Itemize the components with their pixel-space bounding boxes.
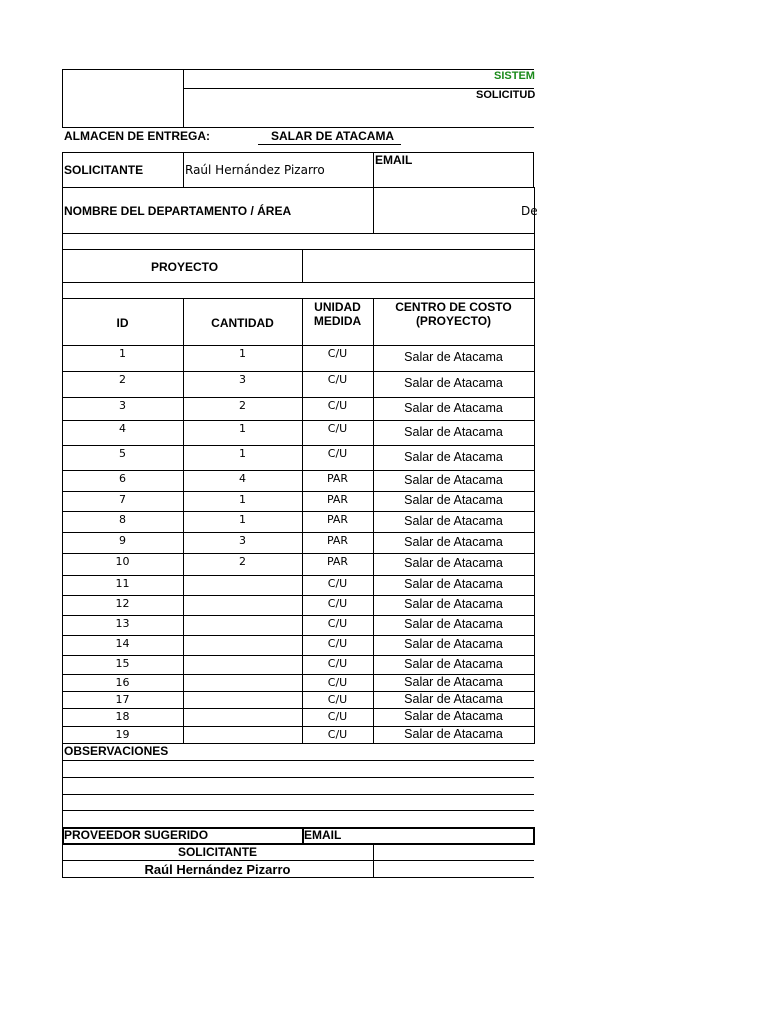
cell-cantidad[interactable]: 1 — [239, 513, 246, 526]
cell-centro[interactable]: Salar de Atacama — [404, 597, 503, 611]
cell-id[interactable]: 9 — [119, 534, 126, 547]
cell-unidad[interactable]: C/U — [327, 577, 348, 590]
col-header-unidad — [302, 300, 373, 328]
almacen-value[interactable]: SALAR DE ATACAMA — [271, 129, 395, 143]
cell-cantidad[interactable]: 1 — [239, 347, 246, 360]
cell-centro[interactable]: Salar de Atacama — [404, 577, 503, 591]
cell-centro[interactable]: Salar de Atacama — [404, 556, 503, 570]
cell-centro[interactable]: Salar de Atacama — [404, 657, 503, 671]
col-header-centro — [373, 300, 534, 328]
cell-id[interactable]: 17 — [115, 693, 130, 706]
cell-centro[interactable]: Salar de Atacama — [404, 709, 503, 723]
almacen-label: ALMACEN DE ENTREGA: — [64, 129, 210, 143]
cell-cantidad[interactable]: 2 — [239, 555, 246, 568]
solicitante-label: SOLICITANTE — [64, 163, 144, 177]
col-header-id: ID — [116, 316, 129, 330]
cell-centro[interactable]: Salar de Atacama — [404, 637, 503, 651]
cell-unidad[interactable]: C/U — [327, 373, 348, 386]
cell-id[interactable]: 18 — [115, 710, 130, 723]
cell-centro[interactable]: Salar de Atacama — [404, 473, 503, 487]
cell-cantidad[interactable]: 3 — [239, 373, 246, 386]
firma-name: Raúl Hernández Pizarro — [144, 862, 291, 877]
cell-id[interactable]: 16 — [115, 676, 130, 689]
cell-cantidad[interactable]: 2 — [239, 399, 246, 412]
cell-id[interactable]: 3 — [119, 399, 126, 412]
cell-centro[interactable]: Salar de Atacama — [404, 401, 503, 415]
cell-unidad[interactable]: C/U — [327, 710, 348, 723]
logo-box — [62, 69, 184, 128]
cell-id[interactable]: 8 — [119, 513, 126, 526]
cell-unidad[interactable]: C/U — [327, 399, 348, 412]
departamento-value[interactable]: De — [521, 204, 538, 218]
solicitante-value[interactable]: Raúl Hernández Pizarro — [185, 163, 325, 177]
proyecto-label: PROYECTO — [151, 260, 219, 274]
col-header-centro-line1: CENTRO DE COSTO — [395, 300, 512, 314]
cell-unidad[interactable]: C/U — [327, 693, 348, 706]
cell-unidad[interactable]: C/U — [327, 597, 348, 610]
cell-centro[interactable]: Salar de Atacama — [404, 425, 503, 439]
cell-id[interactable]: 10 — [115, 555, 130, 568]
cell-cantidad[interactable]: 1 — [239, 422, 246, 435]
cell-unidad[interactable]: C/U — [327, 617, 348, 630]
cell-unidad[interactable]: C/U — [327, 422, 348, 435]
proveedor-email-label: EMAIL — [304, 828, 342, 842]
observaciones-label: OBSERVACIONES — [64, 744, 169, 758]
system-title: SISTEM — [494, 70, 535, 82]
cell-id[interactable]: 2 — [119, 373, 126, 386]
cell-unidad[interactable]: C/U — [327, 676, 348, 689]
cell-id[interactable]: 14 — [115, 637, 130, 650]
cell-id[interactable]: 6 — [119, 472, 126, 485]
cell-unidad[interactable]: C/U — [327, 728, 348, 741]
departamento-label: NOMBRE DEL DEPARTAMENTO / ÁREA — [64, 204, 292, 218]
cell-cantidad[interactable]: 1 — [239, 493, 246, 506]
cell-centro[interactable]: Salar de Atacama — [404, 450, 503, 464]
cell-id[interactable]: 15 — [115, 657, 130, 670]
cell-unidad[interactable]: PAR — [326, 513, 349, 526]
cell-id[interactable]: 4 — [119, 422, 126, 435]
cell-id[interactable]: 13 — [115, 617, 130, 630]
cell-unidad[interactable]: C/U — [327, 637, 348, 650]
cell-centro[interactable]: Salar de Atacama — [404, 617, 503, 631]
cell-centro[interactable]: Salar de Atacama — [404, 727, 503, 741]
cell-unidad[interactable]: C/U — [327, 347, 348, 360]
cell-centro[interactable]: Salar de Atacama — [404, 514, 503, 528]
cell-cantidad[interactable]: 3 — [239, 534, 246, 547]
col-header-centro-line2: (PROYECTO) — [415, 314, 492, 328]
cell-id[interactable]: 19 — [115, 728, 130, 741]
cell-cantidad[interactable]: 4 — [239, 472, 246, 485]
cell-centro[interactable]: Salar de Atacama — [404, 493, 503, 507]
col-header-unidad-line1: UNIDAD — [314, 300, 361, 314]
cell-id[interactable]: 11 — [115, 577, 130, 590]
cell-centro[interactable]: Salar de Atacama — [404, 675, 503, 689]
cell-unidad[interactable]: PAR — [326, 472, 349, 485]
col-header-cantidad: CANTIDAD — [211, 316, 274, 330]
col-header-unidad-line2: MEDIDA — [313, 314, 362, 328]
cell-id[interactable]: 12 — [115, 597, 130, 610]
cell-unidad[interactable]: PAR — [326, 555, 349, 568]
cell-id[interactable]: 7 — [119, 493, 126, 506]
proveedor-label: PROVEEDOR SUGERIDO — [64, 828, 209, 842]
cell-unidad[interactable]: PAR — [326, 534, 349, 547]
cell-centro[interactable]: Salar de Atacama — [404, 350, 503, 364]
cell-unidad[interactable]: PAR — [326, 493, 349, 506]
cell-id[interactable]: 1 — [119, 347, 126, 360]
firma-label: SOLICITANTE — [177, 845, 258, 859]
cell-cantidad[interactable]: 1 — [239, 447, 246, 460]
cell-unidad[interactable]: C/U — [327, 447, 348, 460]
cell-id[interactable]: 5 — [119, 447, 126, 460]
cell-unidad[interactable]: C/U — [327, 657, 348, 670]
cell-centro[interactable]: Salar de Atacama — [404, 692, 503, 706]
cell-centro[interactable]: Salar de Atacama — [404, 535, 503, 549]
form-title: SOLICITUD — [476, 89, 536, 101]
email-label: EMAIL — [375, 153, 413, 167]
cell-centro[interactable]: Salar de Atacama — [404, 376, 503, 390]
